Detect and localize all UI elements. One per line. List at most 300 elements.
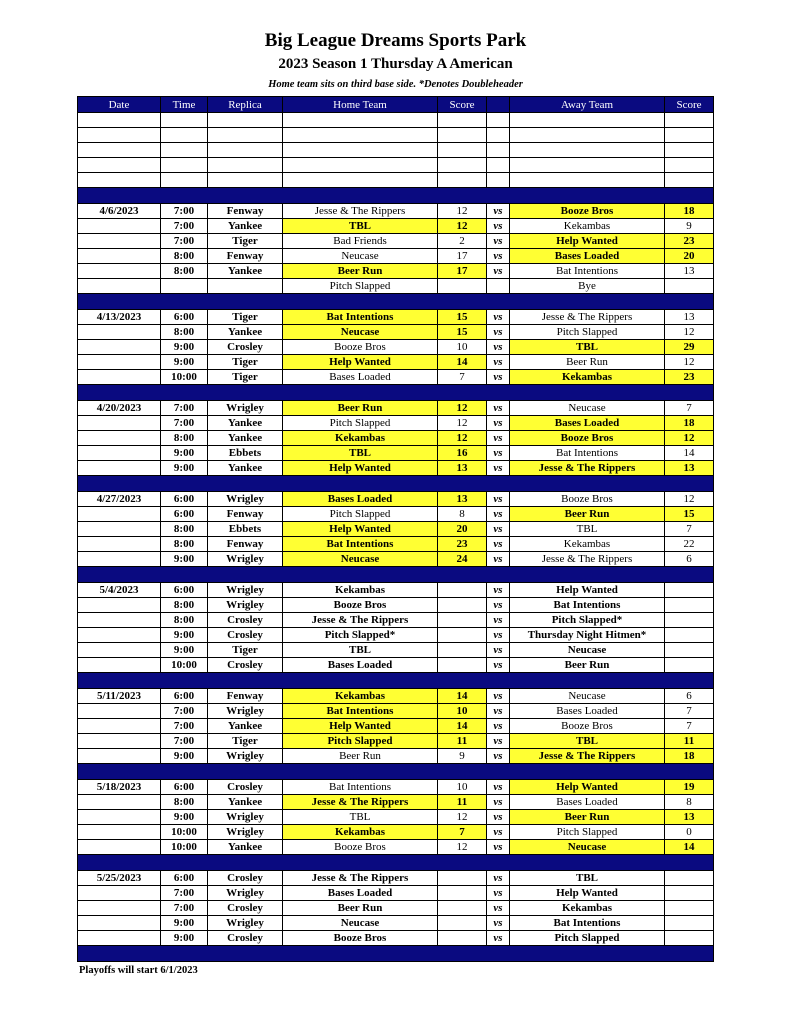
game-date [78,370,161,385]
home-team: Help Wanted [283,355,438,370]
game-time: 8:00 [161,522,208,537]
home-score [438,643,487,658]
vs-label: vs [487,583,510,598]
home-team: Jesse & The Rippers [283,795,438,810]
vs-label [487,279,510,294]
away-team: Beer Run [510,355,665,370]
game-field: Fenway [208,537,283,552]
week-divider [78,567,714,583]
col-away-score: Score [665,97,714,113]
game-row [78,613,714,628]
away-team: Bat Intentions [510,264,665,279]
col-home-score: Score [438,97,487,113]
game-date [78,325,161,340]
game-time: 7:00 [161,704,208,719]
home-team: Help Wanted [283,522,438,537]
game-time: 10:00 [161,840,208,855]
game-time: 8:00 [161,431,208,446]
away-team: TBL [510,340,665,355]
game-date [78,901,161,916]
game-row [78,643,714,658]
home-team: Booze Bros [283,840,438,855]
away-score [665,613,714,628]
game-time: 9:00 [161,340,208,355]
away-team: Pitch Slapped [510,825,665,840]
home-team: Pitch Slapped [283,279,438,294]
week-divider [78,855,714,871]
game-time: 9:00 [161,916,208,931]
vs-label: vs [487,689,510,704]
home-score: 17 [438,264,487,279]
home-score [438,658,487,673]
away-score: 6 [665,552,714,567]
home-score: 8 [438,507,487,522]
game-date: 4/6/2023 [78,204,161,219]
away-team: Bases Loaded [510,795,665,810]
game-date [78,416,161,431]
week-divider [78,946,714,962]
game-date [78,795,161,810]
week-divider [78,385,714,401]
blank-cell [78,113,161,128]
away-team: Bat Intentions [510,446,665,461]
away-score [665,901,714,916]
home-score: 7 [438,370,487,385]
away-score: 14 [665,840,714,855]
vs-label: vs [487,598,510,613]
home-team: Beer Run [283,264,438,279]
away-score: 13 [665,310,714,325]
vs-label: vs [487,249,510,264]
home-team: TBL [283,446,438,461]
game-row [78,507,714,522]
home-team: Bat Intentions [283,704,438,719]
home-score: 13 [438,492,487,507]
game-date: 5/18/2023 [78,780,161,795]
game-date: 5/25/2023 [78,871,161,886]
game-field: Yankee [208,840,283,855]
game-row [78,795,714,810]
blank-cell [510,128,665,143]
home-team: Kekambas [283,825,438,840]
away-score: 18 [665,416,714,431]
away-team: Kekambas [510,219,665,234]
vs-label: vs [487,340,510,355]
game-time: 9:00 [161,355,208,370]
game-row [78,340,714,355]
blank-cell [665,113,714,128]
blank-cell [283,158,438,173]
game-time: 7:00 [161,234,208,249]
week-divider-bar [78,764,714,780]
game-time: 8:00 [161,264,208,279]
vs-label: vs [487,219,510,234]
blank-cell [438,113,487,128]
home-team: Booze Bros [283,931,438,946]
game-field: Yankee [208,219,283,234]
home-score [438,613,487,628]
game-date [78,749,161,764]
game-row [78,204,714,219]
away-score: 18 [665,749,714,764]
game-time: 6:00 [161,689,208,704]
game-row [78,780,714,795]
home-team: Bases Loaded [283,370,438,385]
home-score: 24 [438,552,487,567]
away-team: Bat Intentions [510,916,665,931]
home-score [438,916,487,931]
away-score [665,628,714,643]
home-team: Bat Intentions [283,310,438,325]
vs-label: vs [487,719,510,734]
game-time: 7:00 [161,416,208,431]
away-team: Booze Bros [510,204,665,219]
home-team: Jesse & The Rippers [283,871,438,886]
game-row [78,446,714,461]
game-field: Wrigley [208,810,283,825]
playoffs-note: Playoffs will start 6/1/2023 [79,965,198,976]
week-divider-bar [78,673,714,689]
home-score: 9 [438,749,487,764]
away-score: 13 [665,461,714,476]
away-team: Pitch Slapped [510,931,665,946]
vs-label: vs [487,795,510,810]
week-divider [78,673,714,689]
game-time: 8:00 [161,795,208,810]
blank-cell [208,143,283,158]
game-field: Tiger [208,370,283,385]
schedule-table [77,96,714,962]
col-vs [487,97,510,113]
game-field: Tiger [208,310,283,325]
game-field: Yankee [208,264,283,279]
col-replica: Replica [208,97,283,113]
game-row [78,931,714,946]
home-score: 12 [438,219,487,234]
away-team: Neucase [510,401,665,416]
blank-cell [487,173,510,188]
vs-label: vs [487,492,510,507]
vs-label: vs [487,552,510,567]
game-field: Tiger [208,234,283,249]
week-divider-bar [78,385,714,401]
home-score: 12 [438,431,487,446]
blank-cell [78,173,161,188]
game-date [78,507,161,522]
vs-label: vs [487,355,510,370]
away-team: Kekambas [510,537,665,552]
week-divider [78,294,714,310]
blank-cell [487,113,510,128]
away-score: 20 [665,249,714,264]
game-field: Wrigley [208,401,283,416]
game-date [78,628,161,643]
away-team: TBL [510,871,665,886]
game-row [78,310,714,325]
game-field: Wrigley [208,598,283,613]
game-time: 8:00 [161,598,208,613]
home-score [438,598,487,613]
blank-cell [283,113,438,128]
game-date [78,643,161,658]
game-field: Crosley [208,871,283,886]
game-time: 7:00 [161,901,208,916]
blank-cell [161,158,208,173]
game-field: Crosley [208,613,283,628]
game-time: 6:00 [161,583,208,598]
home-team: Booze Bros [283,598,438,613]
game-row [78,325,714,340]
away-team: TBL [510,522,665,537]
away-score [665,658,714,673]
game-time: 6:00 [161,492,208,507]
blank-cell [161,143,208,158]
away-team: Jesse & The Rippers [510,552,665,567]
home-team: Neucase [283,249,438,264]
vs-label: vs [487,431,510,446]
game-time: 7:00 [161,734,208,749]
blank-cell [283,143,438,158]
away-score: 22 [665,537,714,552]
game-row [78,264,714,279]
blank-cell [78,143,161,158]
home-team: Pitch Slapped [283,416,438,431]
away-score [665,279,714,294]
game-field: Tiger [208,355,283,370]
home-score: 11 [438,795,487,810]
vs-label: vs [487,886,510,901]
vs-label: vs [487,749,510,764]
away-score: 7 [665,704,714,719]
game-row [78,704,714,719]
home-team: Kekambas [283,431,438,446]
home-team: Jesse & The Rippers [283,613,438,628]
game-date: 4/13/2023 [78,310,161,325]
home-score: 11 [438,734,487,749]
game-row [78,522,714,537]
home-score: 14 [438,719,487,734]
away-score: 9 [665,219,714,234]
game-row [78,219,714,234]
away-score: 19 [665,780,714,795]
game-date [78,886,161,901]
game-date [78,810,161,825]
week-divider-bar [78,946,714,962]
game-time: 10:00 [161,370,208,385]
vs-label: vs [487,234,510,249]
blank-cell [510,113,665,128]
blank-cell [161,128,208,143]
home-team: Bad Friends [283,234,438,249]
game-date [78,825,161,840]
home-team: Beer Run [283,749,438,764]
blank-cell [208,173,283,188]
home-score [438,279,487,294]
blank-cell [438,158,487,173]
home-team: Bases Loaded [283,658,438,673]
away-team: Kekambas [510,370,665,385]
home-team: Help Wanted [283,461,438,476]
game-field: Fenway [208,204,283,219]
home-score [438,628,487,643]
game-date [78,613,161,628]
away-team: Neucase [510,840,665,855]
blank-cell [510,173,665,188]
game-row [78,583,714,598]
vs-label: vs [487,370,510,385]
vs-label: vs [487,264,510,279]
game-time: 9:00 [161,643,208,658]
away-team: Booze Bros [510,431,665,446]
home-score: 12 [438,204,487,219]
game-time: 10:00 [161,825,208,840]
game-field: Crosley [208,780,283,795]
game-field: Wrigley [208,583,283,598]
away-score: 12 [665,325,714,340]
blank-cell [438,143,487,158]
home-score: 23 [438,537,487,552]
home-team: Kekambas [283,583,438,598]
away-score [665,931,714,946]
home-score: 10 [438,780,487,795]
away-score: 13 [665,810,714,825]
game-row [78,689,714,704]
away-score: 11 [665,734,714,749]
game-row [78,719,714,734]
vs-label: vs [487,916,510,931]
game-time: 9:00 [161,461,208,476]
blank-cell [487,143,510,158]
away-team: Jesse & The Rippers [510,461,665,476]
game-row [78,825,714,840]
game-row [78,431,714,446]
col-away-team: Away Team [510,97,665,113]
game-date [78,446,161,461]
vs-label: vs [487,704,510,719]
vs-label: vs [487,780,510,795]
away-score [665,886,714,901]
game-field: Yankee [208,325,283,340]
home-score: 7 [438,825,487,840]
season-subtitle: 2023 Season 1 Thursday A American [278,56,513,72]
game-date [78,704,161,719]
col-date: Date [78,97,161,113]
game-date [78,552,161,567]
game-field: Wrigley [208,552,283,567]
game-field: Crosley [208,658,283,673]
game-row [78,370,714,385]
home-score [438,901,487,916]
home-score: 10 [438,340,487,355]
home-team: Beer Run [283,401,438,416]
game-time: 7:00 [161,204,208,219]
game-date [78,431,161,446]
away-team: Bye [510,279,665,294]
home-score: 13 [438,461,487,476]
blank-cell [438,128,487,143]
away-team: Booze Bros [510,492,665,507]
week-divider-bar [78,567,714,583]
away-score: 12 [665,492,714,507]
game-row [78,461,714,476]
game-time: 7:00 [161,719,208,734]
page-title: Big League Dreams Sports Park [264,30,527,51]
away-team: Help Wanted [510,886,665,901]
game-row [78,492,714,507]
home-score: 16 [438,446,487,461]
game-date: 5/4/2023 [78,583,161,598]
home-score [438,886,487,901]
game-time: 9:00 [161,931,208,946]
blank-cell [283,128,438,143]
game-row [78,749,714,764]
away-score: 13 [665,264,714,279]
game-date [78,931,161,946]
vs-label: vs [487,613,510,628]
away-score: 8 [665,795,714,810]
vs-label: vs [487,325,510,340]
home-score: 12 [438,416,487,431]
game-time: 7:00 [161,886,208,901]
blank-cell [208,113,283,128]
home-team: TBL [283,219,438,234]
game-row [78,901,714,916]
away-score: 14 [665,446,714,461]
vs-label: vs [487,310,510,325]
week-divider [78,476,714,492]
game-date: 4/20/2023 [78,401,161,416]
home-score: 17 [438,249,487,264]
vs-label: vs [487,810,510,825]
game-date [78,461,161,476]
blank-cell [487,158,510,173]
away-team: Pitch Slapped* [510,613,665,628]
home-score: 2 [438,234,487,249]
away-score: 7 [665,401,714,416]
week-divider [78,188,714,204]
home-score: 15 [438,325,487,340]
away-team: Help Wanted [510,234,665,249]
away-score: 12 [665,431,714,446]
blank-cell [161,113,208,128]
game-field: Yankee [208,719,283,734]
away-team: Booze Bros [510,719,665,734]
blank-row [78,173,714,188]
game-time: 8:00 [161,537,208,552]
home-team: Booze Bros [283,340,438,355]
game-field: Wrigley [208,749,283,764]
away-team: Pitch Slapped [510,325,665,340]
game-time: 6:00 [161,780,208,795]
away-team: Kekambas [510,901,665,916]
home-team: Neucase [283,325,438,340]
home-team: Pitch Slapped [283,507,438,522]
game-row [78,658,714,673]
home-team: Pitch Slapped* [283,628,438,643]
vs-label: vs [487,840,510,855]
away-score: 12 [665,355,714,370]
away-score: 23 [665,234,714,249]
game-time: 10:00 [161,658,208,673]
week-divider-bar [78,188,714,204]
game-field: Wrigley [208,704,283,719]
home-team: Beer Run [283,901,438,916]
game-field: Fenway [208,507,283,522]
blank-cell [208,128,283,143]
game-field: Yankee [208,416,283,431]
blank-row [78,143,714,158]
home-score: 12 [438,810,487,825]
